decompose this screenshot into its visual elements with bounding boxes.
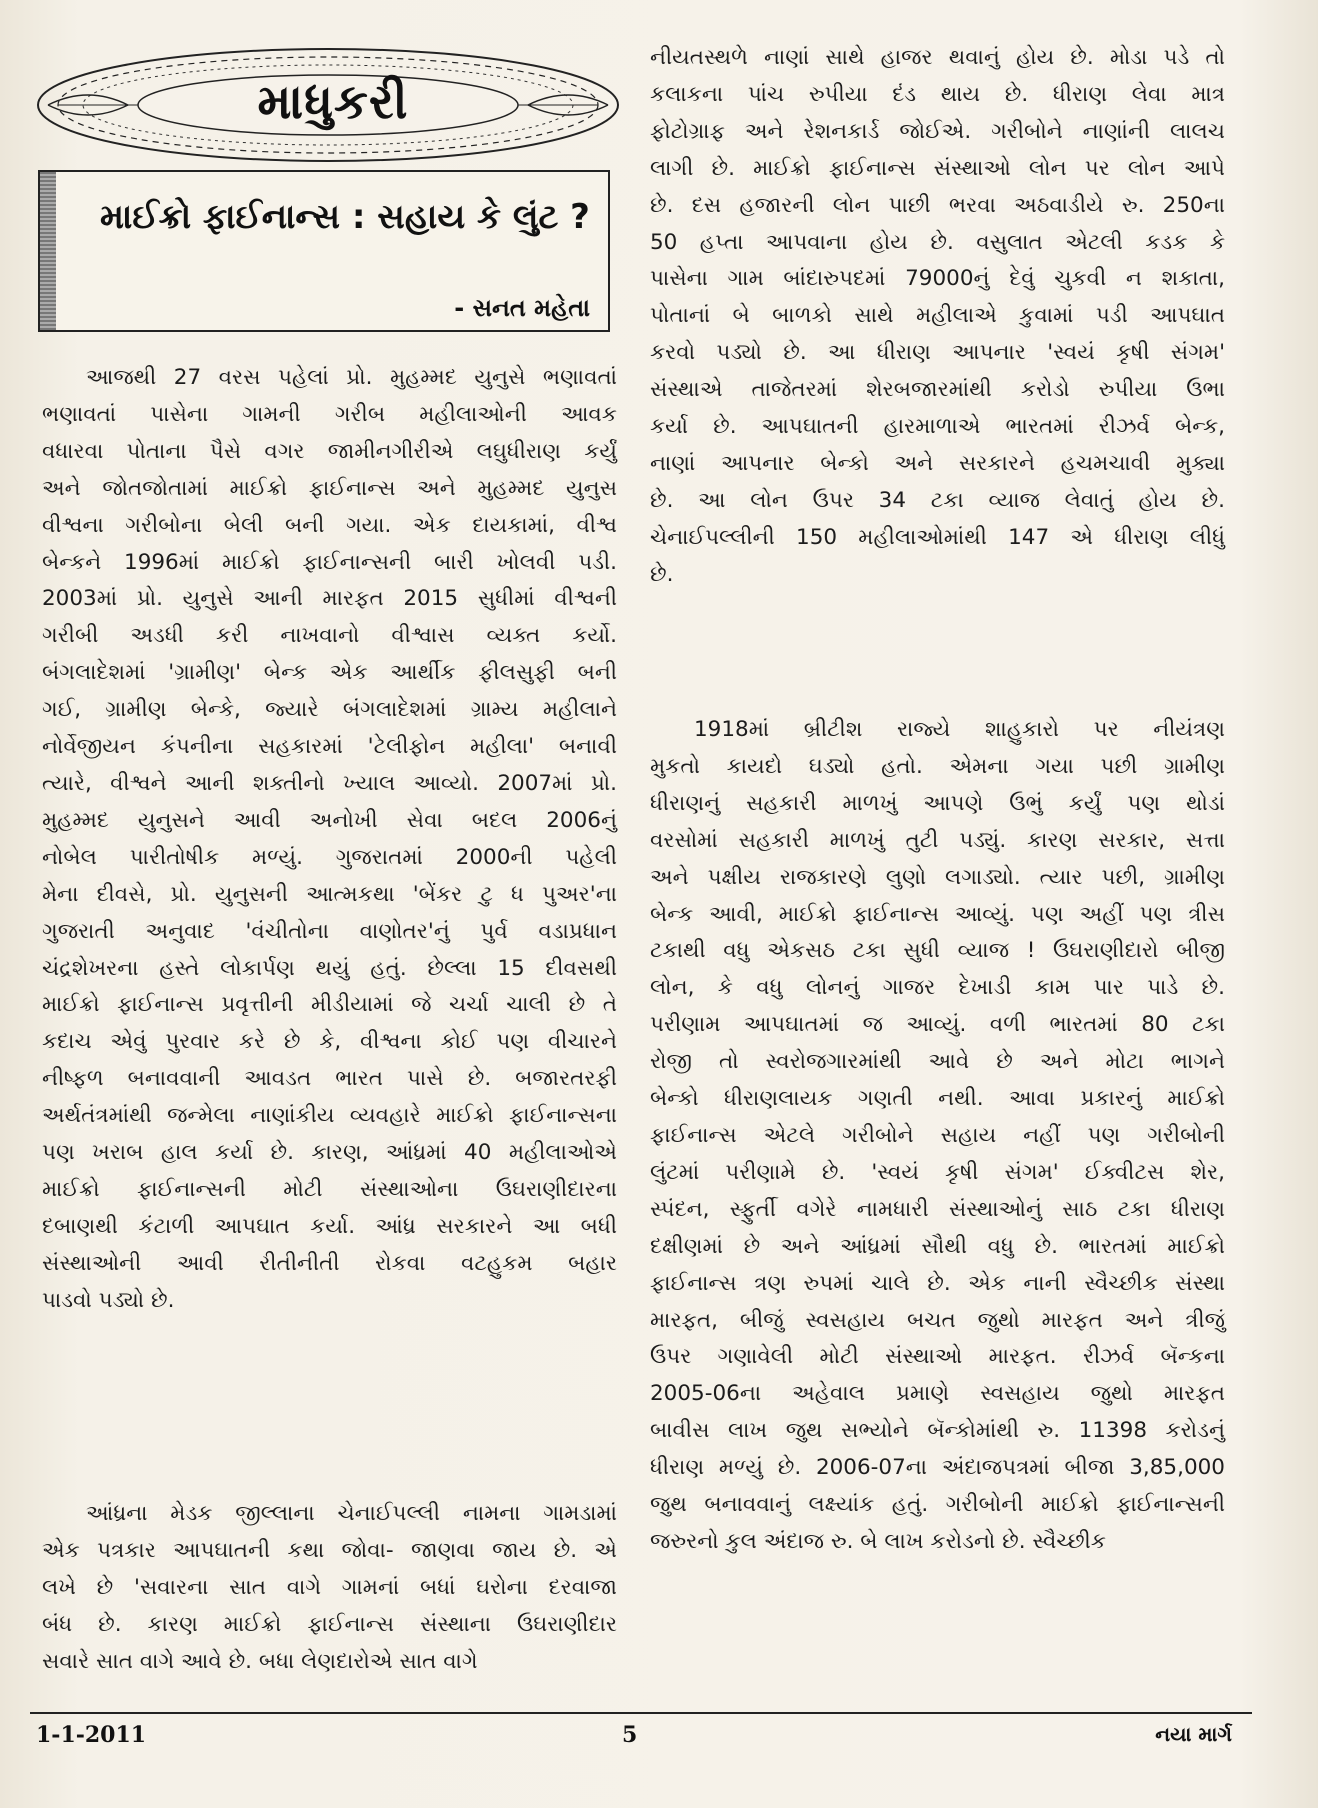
text-line: બંગલાદેશમાં 'ગ્રામીણ' બેન્ક એક આર્થીક ફીલસુફી બની [42,660,617,686]
text-line: આંધ્રના મેડક જીલ્લાના ચેનાઈપલ્લી નામના ગામડામાં [86,1501,617,1526]
text-line: ફાઈનાન્સ ત્રણ રુપમાં ચાલે છે. એક નાની સ્વૈચ્છીક સંસ્થા [650,1270,1225,1296]
text-line: ત્યારે, વીશ્વને આની શક્તીનો ખ્યાલ આવ્યો. 2007માં પ્રો. [42,770,617,796]
text-line: નીયતસ્થળે નાણાં સાથે હાજર થવાનું હોય છે. મોડા પડે તો [650,45,1225,70]
text-line: 1918માં બ્રીટીશ રાજ્યે શાહુકારો પર નીયંત્રણ [694,717,1225,742]
article-title: માઈક્રો ફાઈનાન્સ : સહાય કે લુંટ ? [100,197,590,237]
article-author: - સનત મહેતા [454,294,590,322]
text-line: નોર્વેજીયન કંપનીના સહકારમાં 'ટેલીફોન મહીલા' બનાવી [42,734,617,760]
left-paragraph-2 [42,1496,617,1681]
text-line: 2005-06ના અહેવાલ પ્રમાણે સ્વસહાય જુથો મારફત [650,1381,1225,1407]
text-line: રોજી તો સ્વરોજગારમાંથી આવે છે અને મોટા ભાગને [650,1049,1225,1075]
text-line: દક્ષીણમાં છે અને આંધ્રમાં સૌથી વધુ છે. ભારતમાં માઈક્રો [650,1233,1225,1259]
text-line: મારફત, બીજું સ્વસહાય બચત જુથો મારફત અને ત્રીજું [650,1307,1225,1333]
text-line: પાડવો પડ્યો છે. [42,1287,175,1313]
text-line: ટકાથી વધુ એકસઠ ટકા સુધી વ્યાજ ! ઉઘરાણીદારો બીજી [650,938,1225,964]
text-line: કદાચ એવું પુરવાર કરે છે કે, વીશ્વના કોઈ પણ વીચારને [42,1029,617,1055]
text-line: પાસેના ગામ બાંદારુપદમાં 79000નું દેવું ચુકવી ન શકાતા, [650,266,1225,292]
text-line: બેન્કને 1996માં માઈક્રો ફાઈનાન્સની બારી ખોલવી પડી. [42,549,617,575]
text-line: સંસ્થાએ તાજેતરમાં શેરબજારમાંથી કરોડો રુપીયા ઉભા [650,377,1225,403]
text-line: જુથ બનાવવાનું લક્ષ્યાંક હતું. ગરીબોની માઈક્રો ફાઈનાન્સની [650,1492,1225,1518]
text-line: મેના દીવસે, પ્રો. યુનુસની આત્મકથા 'બેંકર ટુ ધ પુઅર'ના [42,881,617,907]
text-line: મુહમ્મદ યુનુસને આવી અનોખી સેવા બદલ 2006નું [42,807,617,833]
page-number: 5 [622,1722,638,1748]
text-line: લખે છે 'સવારના સાત વાગે ગામનાં બધાં ઘરોના દરવાજા [42,1574,617,1600]
text-line: મુકતો કાયદો ઘડ્યો હતો. એમના ગયા પછી ગ્રામીણ [650,753,1225,779]
text-line: વરસોમાં સહકારી માળખું તુટી પડ્યું. કારણ સરકાર, સત્તા [650,827,1225,853]
text-line: દબાણથી કંટાળી આપઘાત કર્યા. આંધ્ર સરકારને આ બધી [42,1213,617,1239]
text-line: બેન્કો ધીરાણલાયક ગણતી નથી. આવા પ્રકારનું માઈક્રો [650,1086,1225,1112]
right-paragraph-1 [650,40,1225,594]
text-line: ઉપર ગણાવેલી મોટી સંસ્થાઓ મારફત. રીઝર્વ બૅન્કના [650,1344,1225,1370]
text-line: છે. દસ હજારની લોન પાછી ભરવા અઠવાડીયે રુ. 250ના [650,192,1225,218]
text-line: બંધ છે. કારણ માઈક્રો ફાઈનાન્સ સંસ્થાના ઉઘરાણીદાર [42,1611,617,1637]
text-line: કલાકના પાંચ રુપીયા દંડ થાય છે. ધીરાણ લેવા માત્ર [650,81,1225,107]
right-paragraph-2 [650,712,1225,1561]
text-line: વીશ્વના ગરીબોના બેલી બની ગયા. એક દાયકામાં, વીશ્વ [42,512,617,538]
text-line: ગરીબી અડધી કરી નાખવાનો વીશ્વાસ વ્યક્ત કર્યો. [42,623,617,649]
text-line: સંસ્થાઓની આવી રીતીનીતી રોકવા વટહુકમ બહાર [42,1250,617,1276]
text-line: 2003માં પ્રો. યુનુસે આની મારફત 2015 સુધીમાં વીશ્વની [42,586,617,612]
article-header [38,170,610,332]
text-line: કરવો પડ્યો છે. આ ધીરાણ આપનાર 'સ્વયં કૃષી સંગમ' [650,340,1225,366]
text-line: બેન્ક આવી, માઈક્રો ફાઈનાન્સ આવ્યું. પણ અહીં પણ ત્રીસ [650,901,1225,927]
text-line: પણ ખરાબ હાલ કર્યા છે. કારણ, આંધ્રમાં 40 મહીલાઓએ [42,1140,617,1166]
text-line: અને પક્ષીય રાજકારણે લુણો લગાડ્યો. ત્યાર પછી, ગ્રામીણ [650,864,1225,890]
text-line: ધીરાણ મળ્યું છે. 2006-07ના અંદાજપત્રમાં બીજા 3,85,000 [650,1455,1225,1481]
text-line: ધીરાણનું સહકારી માળખું આપણે ઉભું કર્યું પણ થોડાં [650,790,1225,816]
text-line: સ્પંદન, સ્ફુર્તી વગેરે નામધારી સંસ્થાઓનું સાઠ ટકા ધીરાણ [650,1196,1225,1222]
footer-rule [30,1712,1252,1714]
section-title: માધુકરી [257,74,409,130]
text-line: અને જોતજોતામાં માઈક્રો ફાઈનાન્સ અને મુહમ્મદ યુનુસ [42,475,617,501]
text-line: ચંદ્રશેખરના હસ્તે લોકાર્પણ થયું હતું. છેલ્લા 15 દીવસથી [42,955,617,981]
text-line: માઈક્રો ફાઈનાન્સ પ્રવૃત્તીની મીડીયામાં જે ચર્ચા ચાલી છે તે [42,992,617,1018]
text-line: 50 હપ્તા આપવાના હોય છે. વસુલાત એટલી કડક કે [650,229,1225,255]
text-line: વધારવા પોતાના પૈસે વગર જામીનગીરીએ લઘુધીરાણ કર્યું [42,438,617,464]
text-line: લાગી છે. માઈક્રો ફાઈનાન્સ સંસ્થાઓ લોન પર લોન આપે [650,155,1225,181]
text-line: ગઈ, ગ્રામીણ બેન્કે, જ્યારે બંગલાદેશમાં ગ્રામ્ય મહીલાને [42,697,617,723]
text-line: આજથી 27 વરસ પહેલાં પ્રો. મુહમ્મદ યુનુસે ભણાવતાં [86,365,617,390]
text-line: ગુજરાતી અનુવાદ 'વંચીતોના વાણોતર'નું પુર્વ વડાપ્રધાન [42,918,617,944]
text-line: પોતાનાં બે બાળકો સાથે મહીલાએ કુવામાં પડી આપઘાત [650,303,1225,329]
text-line: ફાઈનાન્સ એટલે ગરીબોને સહાય નહીં પણ ગરીબોની [650,1122,1225,1148]
left-paragraph-1 [42,360,617,1320]
text-line: કર્યા છે. આપઘાતની હારમાળાએ ભારતમાં રીઝર્વ બેન્ક, [650,414,1225,440]
text-line: જરુરનો કુલ અંદાજ રુ. બે લાખ કરોડનો છે. સ્વૈચ્છીક [650,1528,1106,1554]
text-line: નાણાં આપનાર બેન્કો અને સરકારને હચમચાવી મુક્યા [650,450,1225,476]
text-line: નીષ્ફળ બનાવવાની આવડત ભારત પાસે છે. બજારતરફી [42,1066,617,1092]
section-emblem [28,40,638,170]
text-line: સવારે સાત વાગે આવે છે. બધા લેણદારોએ સાત વાગે [42,1648,478,1674]
text-line: છે. આ લોન ઉપર 34 ટકા વ્યાજ લેવાતું હોય છે. [650,487,1225,513]
text-line: ફોટોગ્રાફ અને રેશનકાર્ડ જોઈએ. ગરીબોને નાણાંની લાલચ [650,118,1225,144]
text-line: ચેનાઈપલ્લીની 150 મહીલાઓમાંથી 147 એ ધીરાણ લીધું [650,524,1225,550]
text-line: બાવીસ લાખ જુથ સભ્યોને બૅન્કોમાંથી રુ. 11398 કરોડનું [650,1418,1225,1444]
issue-date: 1-1-2011 [36,1722,147,1748]
title-accent-bar [40,172,56,330]
text-line: અર્થતંત્રમાંથી જન્મેલા નાણાંકીય વ્યવહારે માઈક્રો ફાઈનાન્સના [42,1103,617,1129]
text-line: ભણાવતાં પાસેના ગામની ગરીબ મહીલાઓની આવક [42,401,617,427]
text-line: લુંટમાં પરીણામે છે. 'સ્વયં કૃષી સંગમ' ઈક્વીટસ શેર, [650,1159,1225,1185]
text-line: છે. [650,561,674,587]
text-line: એક પત્રકાર આપઘાતની કથા જોવા- જાણવા જાય છે. એ [42,1537,617,1563]
magazine-name: નયા માર્ગ [1155,1722,1232,1746]
text-line: નોબેલ પારીતોષીક મળ્યું. ગુજરાતમાં 2000ની પહેલી [42,844,617,870]
text-line: લોન, કે વધુ લોનનું ગાજર દેખાડી કામ પાર પાડે છે. [650,975,1225,1001]
text-line: પરીણામ આપઘાતમાં જ આવ્યું. વળી ભારતમાં 80 ટકા [650,1012,1225,1038]
text-line: માઈક્રો ફાઈનાન્સની મોટી સંસ્થાઓના ઉઘરાણીદારના [42,1176,617,1202]
